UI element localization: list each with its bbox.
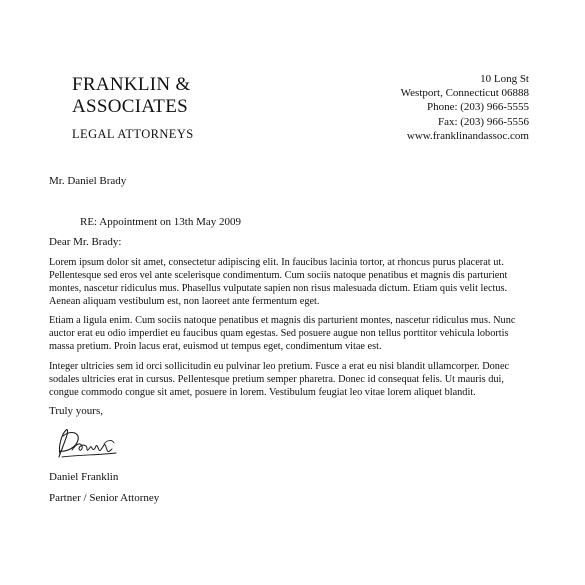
firm-subtitle: LEGAL ATTORNEYS: [72, 127, 194, 141]
contact-block: [401, 72, 529, 143]
firm-name: [72, 74, 191, 118]
address-line-1: 10 Long St: [480, 73, 529, 85]
signature: [52, 424, 122, 464]
firm-name-line-1: FRANKLIN &: [72, 74, 191, 95]
salutation: Dear Mr. Brady:: [49, 236, 122, 248]
body-paragraph-1: Lorem ipsum dolor sit amet, consectetur adipiscing elit. In faucibus lacinia tortor, at rhoncus purus placerat ut. Pellentesque sed eros vel ante scelerisque condimentum. Cum sociis natoque penatibus et magnis dis parturient montes, nascetur ridiculus mus. Phasellus vulputate sapien non risus malesuada dictum. Etiam quis velit lectus. Aenean aliquam vestibulum est, non laoreet ante fermentum eget.: [49, 257, 508, 307]
fax-number: Fax: (203) 966-5556: [437, 115, 529, 128]
address-line-2: Westport, Connecticut 06888: [400, 87, 529, 100]
re-line: RE: Appointment on 13th May 2009: [80, 216, 242, 228]
website: www.franklinandassoc.com: [406, 129, 529, 142]
recipient-name: Mr. Daniel Brady: [49, 175, 127, 187]
firm-name-line-2: ASSOCIATES: [72, 96, 188, 117]
signer-name: Daniel Franklin: [49, 471, 119, 483]
body-paragraph-2: Etiam a ligula enim. Cum sociis natoque penatibus et magnis dis parturient montes, nascetur ridiculus mus. Nunc auctor erat eu odio imperdiet eu faucibus quam egestas. Sed posuere augue non tellus porttitor vehicula lobortis massa pretium. Proin lacus erat, euismod ut tempus eget, condimentum vitae est.: [49, 315, 516, 352]
signer-title: Partner / Senior Attorney: [49, 492, 160, 504]
phone-number: Phone: (203) 966-5555: [426, 101, 529, 114]
body-paragraph-3: Integer ultricies sem id orci sollicitudin eu pulvinar leo pretium. Fusce a erat eu nisi blandit ullamcorper. Donec sodales ultricies erat in cursus. Pellentesque pretium semper pharetra. Donec id consequat felis. Ut mauris dui, congue commodo congue sit amet, posuere in lorem. Vestibulum feugiat leo vitae lorem aliquet blandit.: [49, 361, 510, 398]
closing: Truly yours,: [49, 405, 103, 417]
